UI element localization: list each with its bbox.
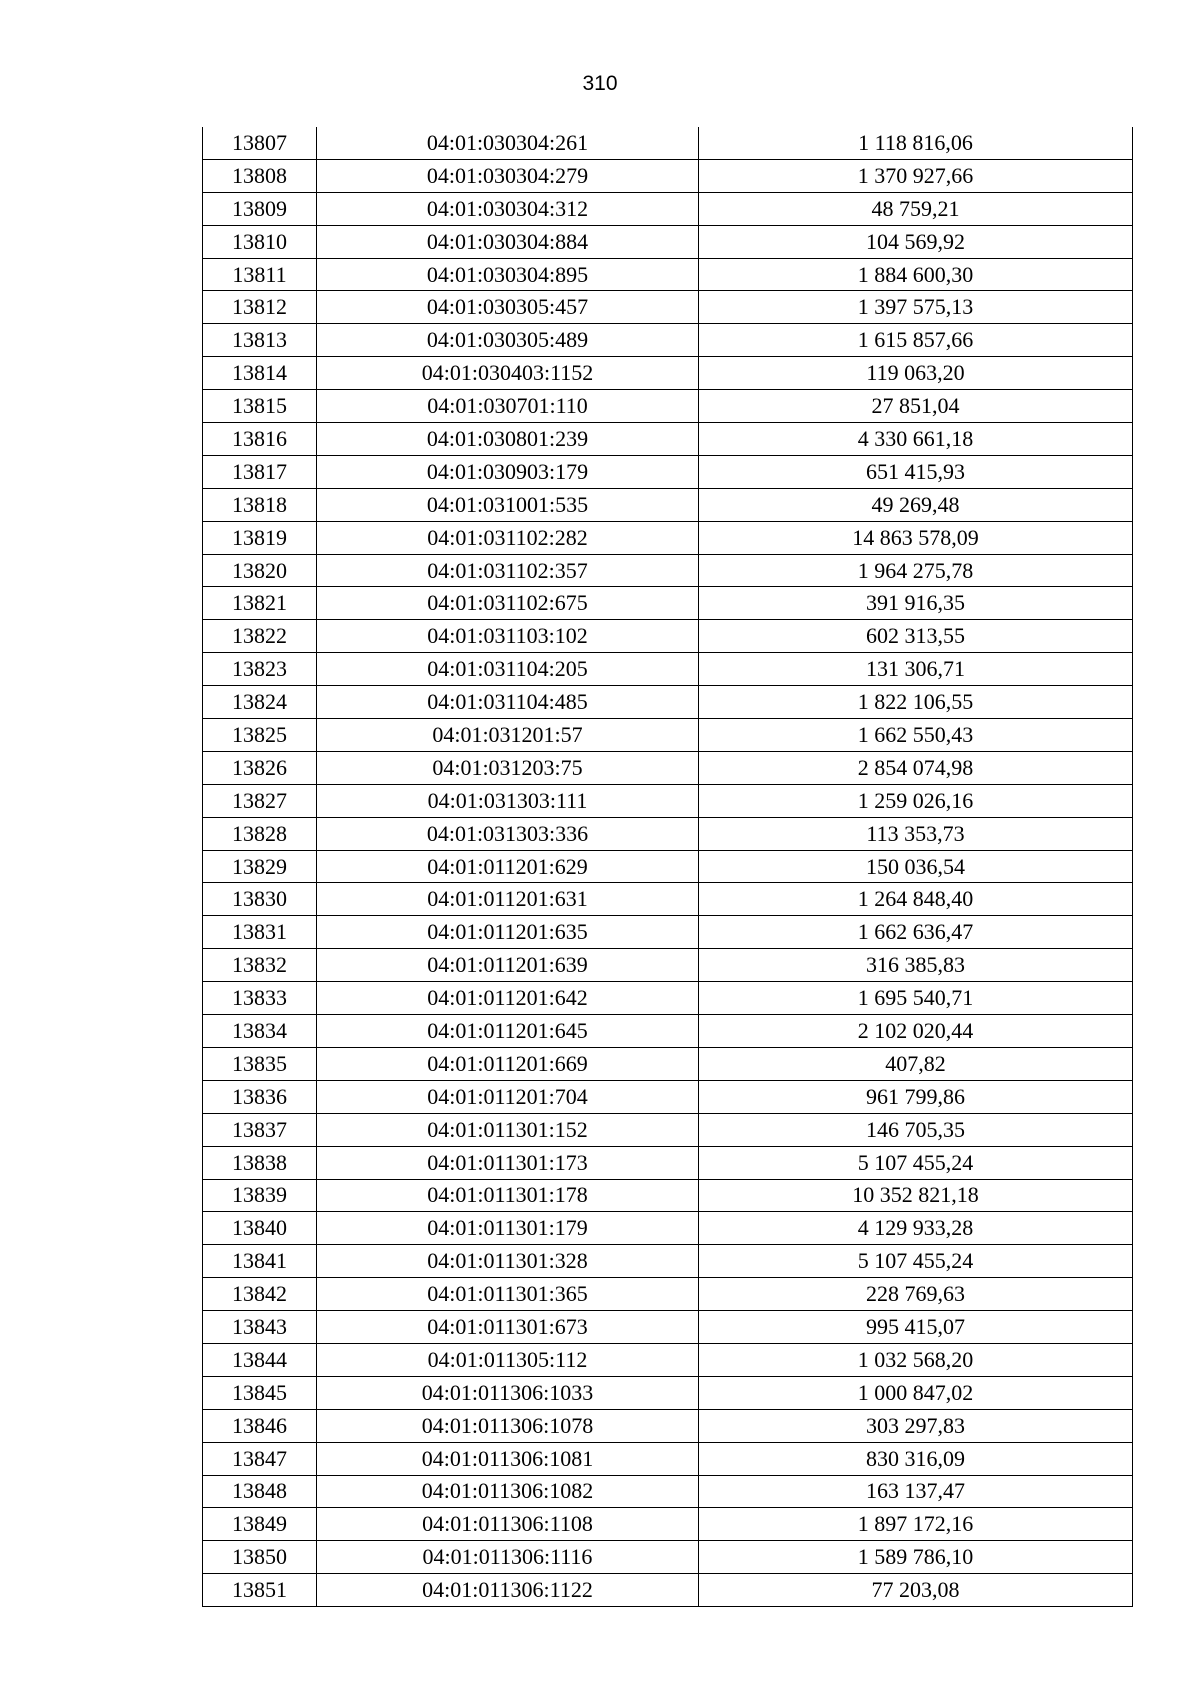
- table-row: [203, 653, 1133, 686]
- table-row: [203, 587, 1133, 620]
- cadastral-number-cell: 04:01:031104:485: [317, 686, 699, 719]
- row-number-cell: 13831: [203, 916, 317, 949]
- cadastral-number-cell: 04:01:030304:884: [317, 225, 699, 258]
- cadastral-number-cell: 04:01:030903:179: [317, 455, 699, 488]
- cadastral-value-cell: 1 264 848,40: [699, 883, 1133, 916]
- row-number-cell: 13816: [203, 423, 317, 456]
- cadastral-number-cell: 04:01:030304:261: [317, 127, 699, 159]
- table-row: [203, 982, 1133, 1015]
- row-number-cell: 13832: [203, 949, 317, 982]
- row-number-cell: 13820: [203, 554, 317, 587]
- cadastral-number-cell: 04:01:030701:110: [317, 390, 699, 423]
- cadastral-value-cell: 961 799,86: [699, 1080, 1133, 1113]
- cadastral-value-cell: 1 032 568,20: [699, 1343, 1133, 1376]
- table-row: [203, 1278, 1133, 1311]
- row-number-cell: 13822: [203, 620, 317, 653]
- cadastral-value-cell: 830 316,09: [699, 1442, 1133, 1475]
- table-row: [203, 784, 1133, 817]
- row-number-cell: 13840: [203, 1212, 317, 1245]
- cadastral-value-cell: 10 352 821,18: [699, 1179, 1133, 1212]
- row-number-cell: 13814: [203, 357, 317, 390]
- table-row: [203, 1179, 1133, 1212]
- row-number-cell: 13837: [203, 1113, 317, 1146]
- table-row: [203, 686, 1133, 719]
- table-row: [203, 1311, 1133, 1344]
- cadastral-number-cell: 04:01:011201:635: [317, 916, 699, 949]
- cadastral-number-cell: 04:01:011301:365: [317, 1278, 699, 1311]
- row-number-cell: 13818: [203, 488, 317, 521]
- table-row: [203, 357, 1133, 390]
- table-row: [203, 1080, 1133, 1113]
- row-number-cell: 13812: [203, 291, 317, 324]
- table-row: [203, 521, 1133, 554]
- row-number-cell: 13807: [203, 127, 317, 159]
- row-number-cell: 13829: [203, 850, 317, 883]
- cadastral-number-cell: 04:01:030305:489: [317, 324, 699, 357]
- cadastral-number-cell: 04:01:011306:1108: [317, 1508, 699, 1541]
- table-row: [203, 225, 1133, 258]
- cadastral-value-cell: 1 615 857,66: [699, 324, 1133, 357]
- row-number-cell: 13847: [203, 1442, 317, 1475]
- row-number-cell: 13817: [203, 455, 317, 488]
- cadastral-number-cell: 04:01:011306:1078: [317, 1409, 699, 1442]
- table-row: [203, 883, 1133, 916]
- cadastral-value-cell: 1 884 600,30: [699, 258, 1133, 291]
- table-row: [203, 817, 1133, 850]
- cadastral-value-cell: 4 330 661,18: [699, 423, 1133, 456]
- table-row: [203, 1442, 1133, 1475]
- cadastral-number-cell: 04:01:011306:1116: [317, 1541, 699, 1574]
- row-number-cell: 13843: [203, 1311, 317, 1344]
- table-row: [203, 324, 1133, 357]
- row-number-cell: 13808: [203, 159, 317, 192]
- cadastral-number-cell: 04:01:011201:629: [317, 850, 699, 883]
- cadastral-number-cell: 04:01:011301:673: [317, 1311, 699, 1344]
- cadastral-number-cell: 04:01:011306:1082: [317, 1475, 699, 1508]
- cadastral-number-cell: 04:01:030305:457: [317, 291, 699, 324]
- table-row: [203, 1015, 1133, 1048]
- cadastral-number-cell: 04:01:011201:704: [317, 1080, 699, 1113]
- table-row: [203, 1212, 1133, 1245]
- cadastral-value-cell: 316 385,83: [699, 949, 1133, 982]
- row-number-cell: 13841: [203, 1245, 317, 1278]
- cadastral-value-cell: 2 102 020,44: [699, 1015, 1133, 1048]
- table-row: [203, 390, 1133, 423]
- table-row: [203, 159, 1133, 192]
- cadastral-number-cell: 04:01:030304:279: [317, 159, 699, 192]
- cadastral-value-cell: 1 259 026,16: [699, 784, 1133, 817]
- table-row: [203, 1574, 1133, 1607]
- cadastral-number-cell: 04:01:031102:357: [317, 554, 699, 587]
- row-number-cell: 13825: [203, 719, 317, 752]
- cadastral-value-cell: 4 129 933,28: [699, 1212, 1133, 1245]
- cadastral-value-cell: 104 569,92: [699, 225, 1133, 258]
- row-number-cell: 13811: [203, 258, 317, 291]
- cadastral-value-cell: 2 854 074,98: [699, 751, 1133, 784]
- row-number-cell: 13823: [203, 653, 317, 686]
- cadastral-value-cell: 1 589 786,10: [699, 1541, 1133, 1574]
- cadastral-number-cell: 04:01:031102:282: [317, 521, 699, 554]
- table-row: [203, 1475, 1133, 1508]
- table-row: [203, 1146, 1133, 1179]
- row-number-cell: 13846: [203, 1409, 317, 1442]
- cadastral-value-cell: 228 769,63: [699, 1278, 1133, 1311]
- row-number-cell: 13830: [203, 883, 317, 916]
- row-number-cell: 13842: [203, 1278, 317, 1311]
- cadastral-number-cell: 04:01:011201:631: [317, 883, 699, 916]
- cadastral-number-cell: 04:01:011301:152: [317, 1113, 699, 1146]
- cadastral-number-cell: 04:01:031001:535: [317, 488, 699, 521]
- table-row: [203, 455, 1133, 488]
- cadastral-number-cell: 04:01:031103:102: [317, 620, 699, 653]
- cadastral-value-cell: 303 297,83: [699, 1409, 1133, 1442]
- cadastral-value-cell: 1 662 636,47: [699, 916, 1133, 949]
- cadastral-value-cell: 119 063,20: [699, 357, 1133, 390]
- table-row: [203, 423, 1133, 456]
- table-row: [203, 850, 1133, 883]
- row-number-cell: 13821: [203, 587, 317, 620]
- row-number-cell: 13827: [203, 784, 317, 817]
- row-number-cell: 13844: [203, 1343, 317, 1376]
- cadastral-number-cell: 04:01:011301:179: [317, 1212, 699, 1245]
- cadastral-number-cell: 04:01:031104:205: [317, 653, 699, 686]
- cadastral-number-cell: 04:01:031201:57: [317, 719, 699, 752]
- table-row: [203, 1047, 1133, 1080]
- cadastral-number-cell: 04:01:011305:112: [317, 1343, 699, 1376]
- row-number-cell: 13850: [203, 1541, 317, 1574]
- row-number-cell: 13813: [203, 324, 317, 357]
- cadastral-value-cell: 1 370 927,66: [699, 159, 1133, 192]
- cadastral-value-cell: 1 695 540,71: [699, 982, 1133, 1015]
- cadastral-value-cell: 1 118 816,06: [699, 127, 1133, 159]
- row-number-cell: 13848: [203, 1475, 317, 1508]
- cadastral-number-cell: 04:01:031102:675: [317, 587, 699, 620]
- row-number-cell: 13824: [203, 686, 317, 719]
- cadastral-value-cell: 146 705,35: [699, 1113, 1133, 1146]
- row-number-cell: 13833: [203, 982, 317, 1015]
- cadastral-number-cell: 04:01:011301:328: [317, 1245, 699, 1278]
- cadastral-number-cell: 04:01:011306:1033: [317, 1376, 699, 1409]
- cadastral-value-cell: 5 107 455,24: [699, 1146, 1133, 1179]
- row-number-cell: 13815: [203, 390, 317, 423]
- row-number-cell: 13851: [203, 1574, 317, 1607]
- table-row: [203, 291, 1133, 324]
- cadastral-value-cell: 113 353,73: [699, 817, 1133, 850]
- cadastral-number-cell: 04:01:030403:1152: [317, 357, 699, 390]
- cadastral-number-cell: 04:01:031203:75: [317, 751, 699, 784]
- row-number-cell: 13838: [203, 1146, 317, 1179]
- cadastral-number-cell: 04:01:011201:645: [317, 1015, 699, 1048]
- cadastral-value-cell: 14 863 578,09: [699, 521, 1133, 554]
- row-number-cell: 13828: [203, 817, 317, 850]
- table-row: [203, 719, 1133, 752]
- cadastral-value-cell: 48 759,21: [699, 192, 1133, 225]
- table-row: [203, 916, 1133, 949]
- cadastral-value-cell: 1 964 275,78: [699, 554, 1133, 587]
- page-number: 310: [582, 72, 618, 95]
- table-row: [203, 554, 1133, 587]
- table-row: [203, 1376, 1133, 1409]
- cadastral-value-cell: 995 415,07: [699, 1311, 1133, 1344]
- cadastral-number-cell: 04:01:030304:312: [317, 192, 699, 225]
- table-row: [203, 1508, 1133, 1541]
- table-row: [203, 258, 1133, 291]
- table-body: [203, 127, 1133, 1607]
- cadastral-value-cell: 391 916,35: [699, 587, 1133, 620]
- cadastral-number-cell: 04:01:011201:639: [317, 949, 699, 982]
- table-row: [203, 1113, 1133, 1146]
- row-number-cell: 13839: [203, 1179, 317, 1212]
- cadastral-number-cell: 04:01:011201:669: [317, 1047, 699, 1080]
- cadastral-value-cell: 1 000 847,02: [699, 1376, 1133, 1409]
- table-row: [203, 949, 1133, 982]
- cadastral-number-cell: 04:01:031303:111: [317, 784, 699, 817]
- cadastral-number-cell: 04:01:011201:642: [317, 982, 699, 1015]
- cadastral-number-cell: 04:01:030304:895: [317, 258, 699, 291]
- row-number-cell: 13809: [203, 192, 317, 225]
- row-number-cell: 13834: [203, 1015, 317, 1048]
- table-row: [203, 1343, 1133, 1376]
- table-row: [203, 751, 1133, 784]
- cadastral-number-cell: 04:01:030801:239: [317, 423, 699, 456]
- row-number-cell: 13810: [203, 225, 317, 258]
- cadastral-value-table: [202, 127, 1133, 1607]
- cadastral-value-cell: 602 313,55: [699, 620, 1133, 653]
- cadastral-value-cell: 651 415,93: [699, 455, 1133, 488]
- table-row: [203, 127, 1133, 159]
- row-number-cell: 13849: [203, 1508, 317, 1541]
- row-number-cell: 13835: [203, 1047, 317, 1080]
- cadastral-number-cell: 04:01:011306:1081: [317, 1442, 699, 1475]
- cadastral-number-cell: 04:01:011306:1122: [317, 1574, 699, 1607]
- cadastral-value-cell: 1 822 106,55: [699, 686, 1133, 719]
- cadastral-value-cell: 49 269,48: [699, 488, 1133, 521]
- cadastral-number-cell: 04:01:011301:178: [317, 1179, 699, 1212]
- row-number-cell: 13845: [203, 1376, 317, 1409]
- cadastral-value-cell: 1 662 550,43: [699, 719, 1133, 752]
- cadastral-value-cell: 1 397 575,13: [699, 291, 1133, 324]
- table-row: [203, 620, 1133, 653]
- cadastral-value-cell: 77 203,08: [699, 1574, 1133, 1607]
- table-row: [203, 1245, 1133, 1278]
- cadastral-number-cell: 04:01:011301:173: [317, 1146, 699, 1179]
- row-number-cell: 13836: [203, 1080, 317, 1113]
- row-number-cell: 13819: [203, 521, 317, 554]
- table-row: [203, 1409, 1133, 1442]
- cadastral-value-cell: 5 107 455,24: [699, 1245, 1133, 1278]
- table-row: [203, 488, 1133, 521]
- cadastral-value-cell: 407,82: [699, 1047, 1133, 1080]
- cadastral-number-cell: 04:01:031303:336: [317, 817, 699, 850]
- cadastral-value-cell: 27 851,04: [699, 390, 1133, 423]
- table-row: [203, 1541, 1133, 1574]
- cadastral-value-cell: 131 306,71: [699, 653, 1133, 686]
- cadastral-value-cell: 163 137,47: [699, 1475, 1133, 1508]
- cadastral-value-cell: 150 036,54: [699, 850, 1133, 883]
- row-number-cell: 13826: [203, 751, 317, 784]
- cadastral-value-cell: 1 897 172,16: [699, 1508, 1133, 1541]
- table-row: [203, 192, 1133, 225]
